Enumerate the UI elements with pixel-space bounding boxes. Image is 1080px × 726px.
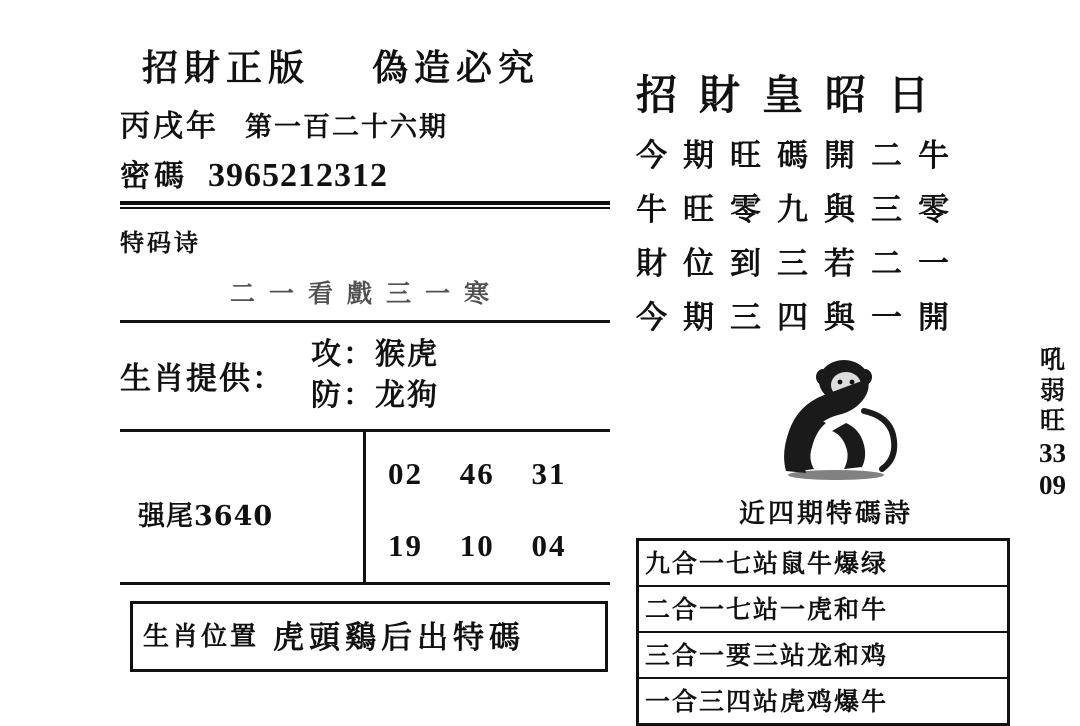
zodiac-lines: [311, 335, 439, 417]
issue-text: 第一百二十六期: [245, 112, 448, 143]
side-annotation-item: 吼: [1039, 345, 1065, 374]
verse-line: 牛旺零九與三零: [636, 192, 965, 228]
monkey-illustration-icon: [696, 351, 906, 485]
recent-issue-row: 一合三四站虎鸡爆牛: [645, 687, 889, 716]
zodiac-position-box: [130, 601, 608, 672]
divider-1: [120, 320, 610, 323]
header-left-text: 招財正版: [142, 47, 311, 89]
zodiac-defend-line: 防：龙狗: [311, 377, 439, 413]
left-column: [120, 40, 620, 672]
number-cell: 31: [531, 455, 567, 491]
divider-3: [120, 582, 610, 585]
tail-number-label: 强尾3640: [138, 500, 274, 532]
password-row: [120, 151, 620, 195]
tema-poem-text: 二一看戲三一寒: [230, 279, 504, 308]
zodiac-attack-line: 攻：猴虎: [311, 337, 439, 372]
tema-poem-label: 特码诗: [120, 228, 201, 257]
year-issue-row: [120, 101, 620, 145]
side-annotation-column: [1039, 345, 1066, 502]
number-cell: 02: [388, 455, 423, 491]
verse-line: 今期三四與一開: [636, 300, 965, 336]
recent-issues-title: 近四期特碼詩: [738, 499, 913, 529]
zodiac-position-text: 虎頭鷄后出特碼: [273, 619, 526, 656]
recent-issues-box: [636, 538, 1010, 726]
zodiac-label: 生肖提供：: [120, 361, 285, 398]
right-column: [636, 62, 1066, 726]
side-annotation-item: 09: [1039, 470, 1066, 501]
verse-line: 財位到三若二一: [636, 246, 965, 282]
header-right-text: 偽造必究: [372, 47, 541, 89]
recent-issue-row: 三合一要三站龙和鸡: [639, 633, 1007, 679]
right-title: 招財皇昭日: [636, 71, 951, 119]
zodiac-suggestion-block: [120, 335, 620, 417]
recent-issue-row: 二合一七站一虎和牛: [639, 587, 1007, 633]
numbers-area: [120, 432, 620, 582]
side-annotation-item: 弱: [1039, 375, 1065, 405]
zodiac-position-label: 生肖位置: [143, 621, 260, 652]
number-cell: 19: [388, 527, 423, 563]
password-label: 密碼: [120, 159, 188, 194]
vertical-divider: [363, 432, 366, 582]
recent-issue-row: 九合一七站鼠牛爆绿: [639, 541, 1007, 587]
number-cell: 04: [531, 527, 567, 563]
password-digits: 3965212312: [208, 157, 388, 194]
poster-header: [120, 40, 620, 91]
illustration-area: [636, 345, 1066, 501]
side-annotation-item: 33: [1039, 437, 1066, 468]
year-text: 丙戌年: [120, 109, 219, 144]
numbers-row-1: [388, 456, 594, 492]
divider-thick: [120, 201, 610, 209]
verse-line: 今期旺碼開二牛: [636, 138, 965, 174]
number-cell: 46: [459, 455, 495, 491]
number-cell: 10: [459, 527, 495, 563]
side-annotation-item: 旺: [1039, 406, 1065, 435]
numbers-row-2: [388, 528, 594, 564]
